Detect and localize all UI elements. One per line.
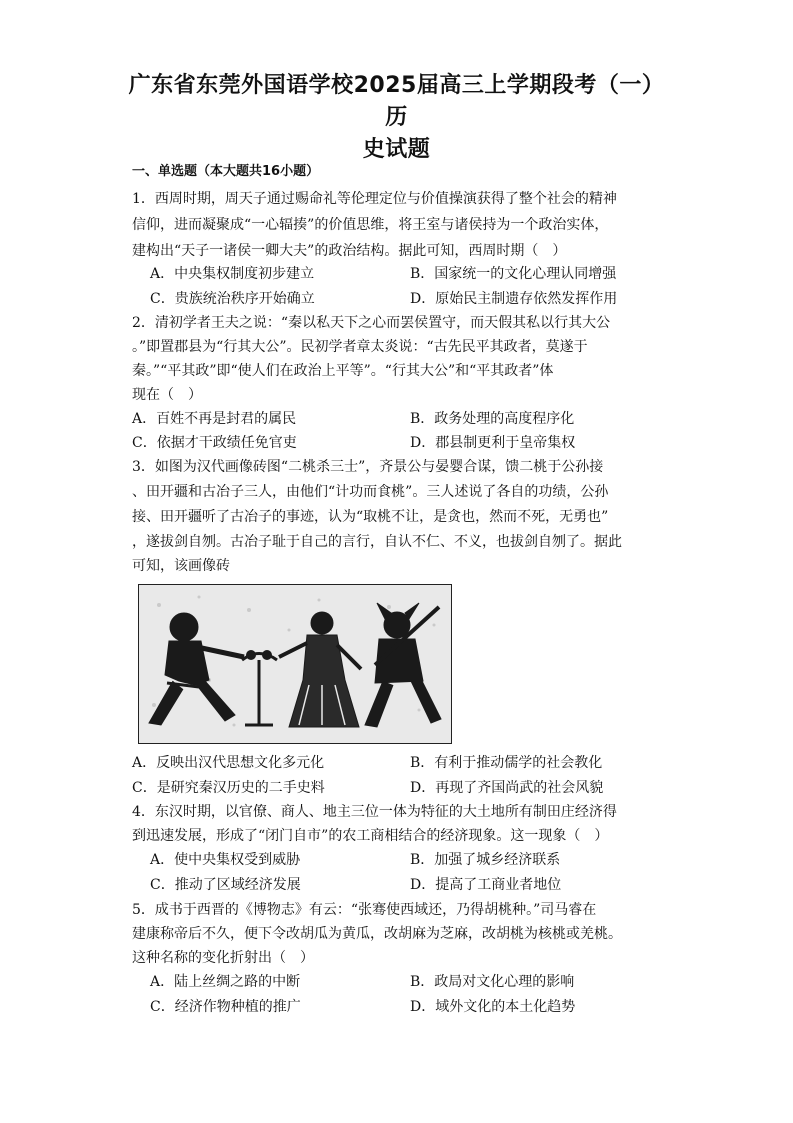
question-text-line: 建构出“天子一诸侯一卿大夫”的政治结构。据此可知，西周时期（ ） — [132, 243, 567, 259]
rubbing-figures — [139, 585, 451, 743]
option-a: A．使中央集权受到威胁 — [150, 852, 301, 868]
option-a: A．反映出汉代思想文化多元化 — [132, 755, 325, 771]
question-text-line: 3．如图为汉代画像砖图“二桃杀三士”，齐景公与晏婴合谋，馈二桃于公孙接 — [132, 459, 604, 475]
question-text-line: 2．清初学者王夫之说：“秦以私天下之心而罢侯置守，而天假其私以行其大公 — [132, 315, 611, 331]
option-b: B．有利于推动儒学的社会教化 — [410, 755, 603, 771]
option-d: D．郡县制更利于皇帝集权 — [410, 435, 576, 451]
option-c: C．依据才干政绩任免官吏 — [132, 435, 297, 451]
question-text-line: 现在（ ） — [132, 387, 202, 403]
question-text-line: 信仰，进而凝聚成“一心辐揍”的价值思维，将王室与诸侯持为一个政治实体， — [132, 217, 609, 233]
question-text-line: 4．东汉时期，以官僚、商人、地主三位一体为特征的大土地所有制田庄经济得 — [132, 804, 617, 820]
question-text-line: 5．成书于西晋的《博物志》有云：“张骞使西域还，乃得胡桃种。”司马睿在 — [132, 902, 597, 918]
question-text-line: ，遂拔剑自刎。古冶子耻于自己的言行，自认不仁、不义，也拔剑自刎了。据此 — [132, 534, 622, 550]
question-text-line: 。”即置郡县为“行其大公”。民初学者章太炎说：“古先民平其政者，莫遂于 — [132, 339, 588, 355]
option-a: A．中央集权制度初步建立 — [150, 266, 315, 282]
page-title — [120, 70, 673, 166]
question-text-line: 建康称帝后不久，便下令改胡瓜为黄瓜，改胡麻为芝麻，改胡桃为核桃或羌桃。 — [132, 926, 622, 942]
option-c: C．贵族统治秩序开始确立 — [150, 291, 315, 307]
question-text-line: 这种名称的变化折射出（ ） — [132, 950, 314, 966]
option-b: B．政局对文化心理的影响 — [410, 974, 575, 990]
question-text-line: 1．西周时期，周天子通过赐命礼等伦理定位与价值操演获得了整个社会的精神 — [132, 191, 617, 207]
question-text-line: 接、田开疆听了古冶子的事迹，认为“取桃不让，是贪也，然而不死，无勇也” — [132, 509, 609, 525]
han-brick-rubbing-image — [138, 584, 452, 744]
option-b: B．政务处理的高度程序化 — [410, 411, 575, 427]
option-c: C．经济作物种植的推广 — [150, 999, 301, 1015]
title-line-2: 史试题 — [362, 137, 431, 162]
section-heading: 一、单选题（本大题共16小题） — [132, 164, 320, 179]
option-c: C．推动了区域经济发展 — [150, 877, 301, 893]
question-text-line: 、田开疆和古冶子三人，由他们“计功而食桃”。三人述说了各自的功绩，公孙 — [132, 484, 609, 500]
option-d: D．域外文化的本土化趋势 — [410, 999, 576, 1015]
option-d: D．再现了齐国尚武的社会风貌 — [410, 780, 604, 796]
option-c: C．是研究秦汉历史的二手史料 — [132, 780, 325, 796]
question-text-line: 可知，该画像砖 — [132, 558, 230, 574]
option-b: B．国家统一的文化心理认同增强 — [410, 266, 617, 282]
option-d: D．原始民主制遗存依然发挥作用 — [410, 291, 618, 307]
question-text-line: 秦。”“平其政”即“使人们在政治上平等”。“行其大公”和“平其政者”体 — [132, 363, 554, 379]
option-a: A．百姓不再是封君的属民 — [132, 411, 297, 427]
option-a: A．陆上丝绸之路的中断 — [150, 974, 301, 990]
title-line-1: 广东省东莞外国语学校2025届高三上学期段考（一）历 — [128, 73, 665, 130]
question-text-line: 到迅速发展，形成了“闭门自市”的农工商相结合的经济现象。这一现象（ ） — [132, 828, 609, 844]
option-b: B．加强了城乡经济联系 — [410, 852, 561, 868]
option-d: D．提高了工商业者地位 — [410, 877, 562, 893]
